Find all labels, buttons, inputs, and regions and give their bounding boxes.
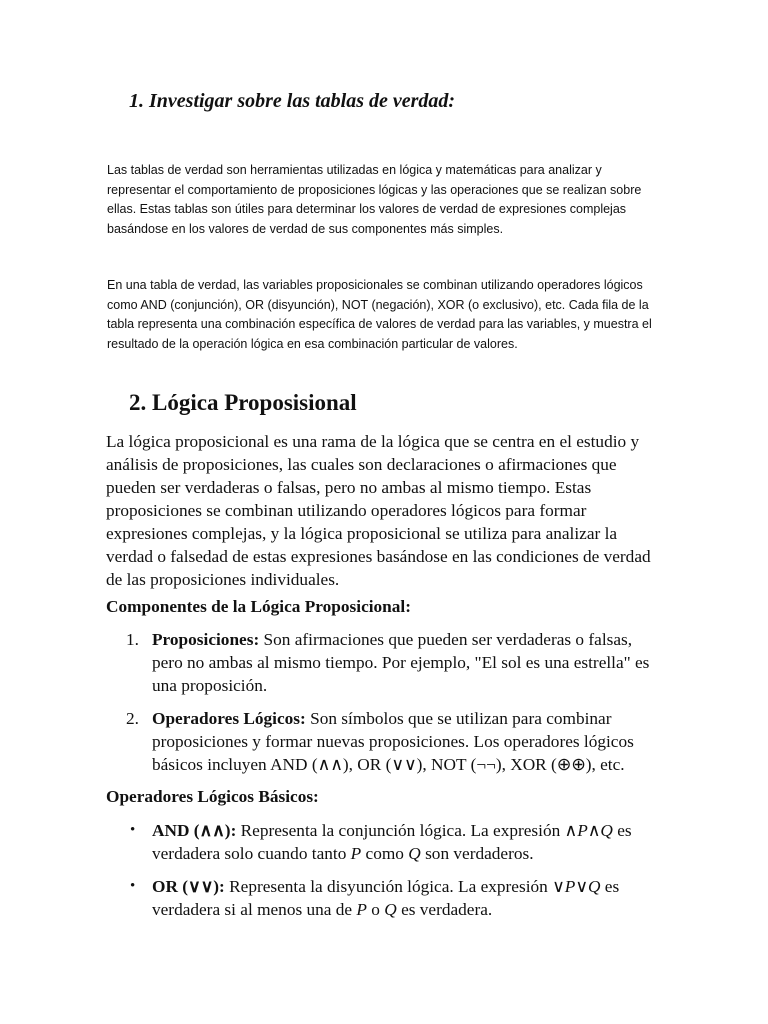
text-line: de las proposiciones individuales. — [106, 570, 340, 589]
text-span: es verdadera. — [396, 900, 493, 919]
text-line: La lógica proposicional es una rama de la lógica que se centra en el estudio y — [106, 432, 640, 451]
text-line: básicos incluyen AND (∧∧), OR (∨∨), NOT (¬¬), XOR (⊕⊕), etc. — [152, 755, 625, 774]
section1-heading: 1. Investigar sobre las tablas de verdad: — [129, 90, 456, 112]
variable-p: P — [356, 900, 367, 919]
text-line: En una tabla de verdad, las variables proposicionales se combinan utilizando operadores lógicos — [107, 278, 643, 292]
text-span: como — [361, 844, 409, 863]
components-heading: Componentes de la Lógica Proposicional: — [106, 597, 411, 616]
variable-q: Q — [587, 877, 601, 896]
text-line: ellas. Estas tablas son útiles para determinar los valores de verdad de expresiones complejas — [107, 202, 627, 216]
text-line: pero no ambas al mismo tiempo. Por ejemplo, "El sol es una estrella" es — [152, 653, 650, 672]
text-span: son verdaderos. — [420, 844, 534, 863]
text-line: Las tablas de verdad son herramientas utilizadas en lógica y matemáticas para analizar y — [107, 163, 602, 177]
text-line: resultado de la operación lógica en esa combinación particular de valores. — [107, 336, 518, 351]
text-span: verdadera si al menos una de — [152, 900, 357, 919]
variable-p: P — [350, 844, 362, 863]
section1-paragraph-1 — [107, 161, 667, 239]
text-span: verdadera solo cuando tanto — [152, 844, 351, 863]
text-span: Representa la disyunción lógica. La expresión ∨ — [224, 877, 565, 896]
text-span: o — [366, 900, 385, 919]
bullet-item-text — [152, 819, 672, 865]
text-line: análisis de proposiciones, las cuales son declaraciones o afirmaciones que — [106, 455, 617, 474]
list-number: 1. — [126, 630, 139, 649]
text-line: una proposición. — [152, 676, 268, 695]
variable-q: Q — [600, 821, 613, 840]
text-line: expresiones complejas, y la lógica proposicional se utiliza para analizar la — [106, 524, 618, 543]
term-label: OR (∨∨): — [152, 877, 225, 896]
text-line: verdad o falsedad de estas expresiones basándose en las condiciones de verdad — [106, 547, 651, 566]
text-span: es — [600, 877, 620, 896]
term-label: Operadores Lógicos: — [152, 709, 306, 728]
list-item-text — [152, 707, 672, 776]
section2-heading: 2. Lógica Proposisional — [129, 390, 357, 415]
text-span: Son símbolos que se utilizan para combinar — [305, 709, 612, 728]
term-label: AND (∧∧): — [152, 821, 237, 840]
text-line: proposiciones y formar nuevas proposiciones. Los operadores lógicos — [152, 732, 634, 751]
text-span: Son afirmaciones que pueden ser verdaderas o falsas, — [259, 630, 633, 649]
and-symbol: ∧ — [587, 821, 601, 840]
section1-paragraph-2 — [107, 276, 667, 354]
text-line: basándose en los valores de verdad de sus componentes más simples. — [107, 221, 504, 236]
bullet-item-text — [152, 875, 672, 921]
text-line: como AND (conjunción), OR (disyunción), NOT (negación), XOR (o exclusivo), etc. Cada fila de la — [107, 297, 649, 312]
term-label: Proposiciones: — [152, 630, 260, 649]
list-item-text — [152, 628, 672, 697]
section2-paragraph — [106, 430, 666, 591]
text-line: proposiciones se combinan utilizando operadores lógicos para formar — [106, 501, 587, 520]
text-span: Representa la conjunción lógica. La expresión ∧ — [236, 821, 578, 840]
variable-p: P — [577, 821, 588, 840]
bullet-marker: • — [130, 822, 136, 838]
variable-q: Q — [408, 844, 421, 863]
text-line: representar el comportamiento de proposiciones lógicas y las operaciones que se realizan sobre — [107, 182, 642, 197]
list-number: 2. — [126, 709, 139, 728]
bullet-marker: • — [130, 878, 136, 894]
variable-p: P — [564, 877, 576, 896]
or-symbol: ∨ — [575, 877, 588, 896]
operators-heading: Operadores Lógicos Básicos: — [106, 787, 319, 806]
text-line: pueden ser verdaderas o falsas, pero no ambas al mismo tiempo. Estas — [106, 478, 592, 497]
text-line: tabla representa una combinación específica de valores de verdad para las variables, y muestra el — [107, 317, 652, 331]
variable-q: Q — [384, 900, 397, 919]
text-span: es — [612, 821, 632, 840]
